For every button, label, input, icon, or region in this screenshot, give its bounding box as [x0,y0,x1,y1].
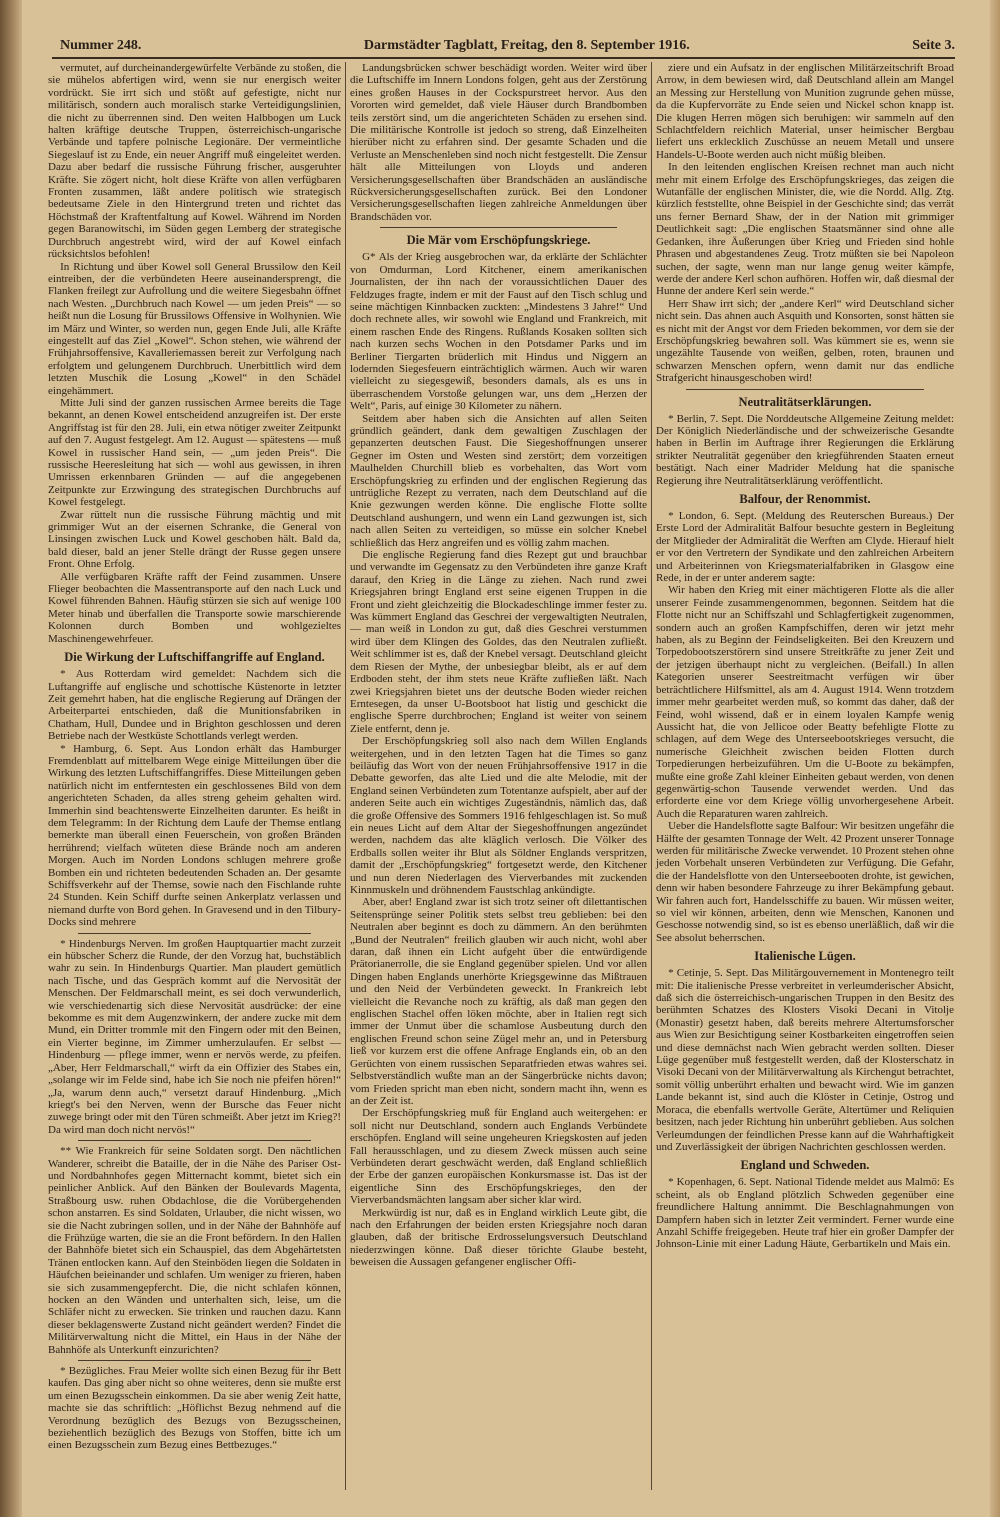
article-paragraph: Ueber die Handelsflotte sagte Balfour: Wir besitzen ungefähr die Hälfte der gesamten Tonnage der Welt. 42 Prozent unserer Tonnage werden für militärische Zwecke verwendet. 10 Prozent stehen ohne jeden Vorbehalt unseren Verbündeten zur Verfügung. Die Gefahr, die der Handelsflotte von den Unterseebooten drohte, ist gewichen, denn wir haben besondere Fahrzeuge zu ihrer Bekämpfung gebaut. Wir fahren auch fort, Handelsschiffe zu bauen. Wir müssen weiter, so viel wir können, arbeiten, denn wie Menschen, Kanonen und Geschosse notwendig sind, so ist es ebenso unerläßlich, daß wir die See absolut beherrschen. [656,820,954,944]
article-paragraph: Die englische Regierung fand dies Rezept gut und brauchbar und verwandte im Gegensatz zu den Verbündeten ihre ganze Kraft darauf, den Krieg in die Länge zu ziehen. Nach rund zwei Kriegsjahren bringt England erst seine eigenen Truppen in die Front und zieht gleichzeitig die Blockadeschlinge immer fester zu. Was kümmert England das Geschrei der vergewaltigten Neutralen, — man weiß in London zu gut, daß dies Geschrei verstummen wird über dem Klingen des Goldes, das den Neutralen zufließt. Weit schlimmer ist es, daß der Knebel versagt. Deutschland gleicht dem Riesen der Mythe, der unbesiegbar bleibt, als er auf dem Erdboden steht, der ihm stets neue Kräfte zufließen läßt. Nach zwei Kriegsjahren bietet uns der deutsche Boden wieder reichen Erntesegen, da unser U-Bootsboot hat listig und geschickt die englische Sperre durchbrochen; England ist weiter von seinem Ziele entfernt, denn je. [350,549,647,735]
article-paragraph: Der Erschöpfungskrieg muß für England auch weitergehen: er soll nicht nur Deutschland, sondern auch Englands Verbündete erschöpfen. England will seine ungeheuren Kriegskosten auf jeden Fall herausschlagen, und zu diesem Zweck müssen auch seine Verbündeten derart geschwächt werden, daß England schließlich der Erbe der ganzen europäischen Konkursmasse ist. Das ist der eigentliche Sinn des Erschöpfungskrieges, den der Vierverbandsmächten langsam aber sicher klar wird. [350,1107,647,1207]
article-paragraph: ziere und ein Aufsatz in der englischen Militärzeitschrift Broad Arrow, in dem bewiesen wird, daß Deutschland allein am Mangel an Messing zur Herstellung von Munition zugrunde gehen müsse, da die Kupfervorräte zu Ende seien und Nickel schon knapp ist. Die klugen Herren mögen sich beruhigen: wir sammeln auf den Schlachtfeldern reichlich Material, unser heimischer Bergbau liefert uns erklecklich Zuschüsse an neuem Metall und unsere Handels-U-Boote werden auch nicht müßig bleiben. [656,62,954,161]
article-heading: Die Wirkung der Luftschiffangriffe auf England. [64,650,325,665]
article-paragraph: In Richtung und über Kowel soll General Brussilow den Keil eintreiben, der die verbündeten Heere auseinandersprengt, die Flanken freilegt zur Aufrollung und die weitere Siegesbahn öffnet nach Westen. „Durchbruch nach Kowel — um jeden Preis“ — so heißt nun die Losung für Brussilows Offensive in Wolhynien. Wie im März und Winter, so werden nun, gegen Ende Juli, alle Kräfte eingestellt auf das Ziel „Kowel“. Schon stehen, wie während der Frühjahrsoffensive, Kavalleriemassen bereit zur Verfolgung nach erfolgtem und gelungenem Durchbruch. Unerbittlich wird dem letzten Muschik die Losung „Kowel“ in den Schädel eingehämmert. [48,260,341,397]
column-2 [350,62,647,1269]
newspaper-title-date: Darmstädter Tagblatt, Freitag, den 8. September 1916. [363,38,690,53]
article-paragraph: * Kopenhagen, 6. Sept. National Tidende meldet aus Malmö: Es scheint, als ob England plötzlich Schweden gegenüber eine freundlichere Haltung annimmt. Die Beschlagnahmungen von Dampfern haben sich in letzter Zeit vermindert. Ferner wurde eine Anzahl Schiffe freigegeben. Heute traf hier ein großer Dampfer der Johnson-Linie mit einer Ladung Häute, Gerbartikeln und Mais ein. [656,1176,954,1251]
article-divider [78,933,311,934]
page-edge-right [990,0,1000,1517]
page-edge-shadow [0,0,22,1517]
article-paragraph: * Hamburg, 6. Sept. Aus London erhält das Hamburger Fremdenblatt auf mittelbarem Wege einige Mitteilungen über die Wirkung des letzten Luftschiffangriffes. Diese Mitteilungen geben natürlich nicht im entferntesten ein geschlossenes Bild von dem angerichteten Schaden, da alles streng geheim gehalten wird. Immerhin sind beachtenswerte Einzelheiten darunter. Es heißt in dem Telegramm: In der Richtung dem Laufe der Themse entlang bemerkte man überall einen Feuerschein, von großen Bränden herrührend; vielfach wüteten diese Brände noch am anderen Morgen. Auch im Norden Londons schlugen mehrere große Bomben ein und richteten bedeutenden Schaden an. Der gesamte Schiffsverkehr auf der Themse, sowie nach den Fischlande ruhte 24 Stunden. Kein Schiff durfte seinen Ankerplatz verlassen und niemand durfte von Bord gehen. In Gravesend und in den Tilbury-Docks sind mehrere [48,742,341,929]
article-paragraph: Alle verfügbaren Kräfte rafft der Feind zusammen. Unsere Flieger beobachten die Massentransporte auf den nach Luck und Kowel führenden Bahnen. Häufig stürzen sie sich auf wenige 100 Meter hinab und überfallen die Transporte sowie marschierende Kolonnen durch Bomben und wohlgezieltes Maschinengewehrfeuer. [48,570,341,645]
article-paragraph: * London, 6. Sept. (Meldung des Reuterschen Bureaus.) Der Erste Lord der Admiralität Balfour besuchte gestern in Begleitung der Mitglieder der Admiralität die Werften am Clyde. Hierauf hielt er vor den Vertretern der Syndikate und den zahlreichen Arbeitern und Arbeiterinnen von Kriegsmaterialfabriken in Glasgow eine Rede, in der er unter anderem sagte: [656,510,954,585]
article-paragraph: Wir haben den Krieg mit einer mächtigeren Flotte als die aller unserer Feinde zusammengenommen, begonnen. Seitdem hat die Flotte nicht nur an Schiffszahl und Schlagfertigkeit zugenommen, sondern auch an großen Kampfschiffen, deren wir jetzt mehr haben, als zu Beginn der Feindseligkeiten. Bei den Kreuzern und Torpedobootszerstörern sind unsere Streitkräfte zu jener Zeit und der jetzigen überhaupt nicht zu vergleichen. (Beifall.) In allen Kategorien unserer Seestreitmacht verfügen wir über beträchtlichere Hilfsmittel, als am 4. August 1914. Wenn trotzdem immer mehr gearbeitet werden muß, so kommt das daher, daß der Feind, wohl wissend, daß er in einem loyalen Kampfe wenig Aussicht hat, die von Jellicoe oder Beatty befehligte Flotte zu schlagen, auf dem Wege des Unterseebootskrieges versucht, die numerische Gleichheit zwischen beiden Flotten durch Torpedierungen herbeizuführen. Um die U-Boote zu bekämpfen, mußte eine große Zahl kleiner Einheiten gebaut werden, von denen gegenwärtig-schon Tausende verwendet werden. Und das erforderte eine vor dem Kriege völlig unvorhergesehene Arbeit. Auch die Reparaturen waren zahlreich. [656,584,954,820]
masthead [60,38,955,54]
article-divider [78,1360,311,1361]
article-paragraph: * Bezügliches. Frau Meier wollte sich einen Bezug für ihr Bett kaufen. Das ging aber nicht so ohne weiteres, denn sie mußte erst um einen Bezugsschein einkommen. Da sie aber wenig Zeit hatte, machte sie das schriftlich: „Höflichst Bezug nehmend auf die Verordnung bezüglich des Bezugs von Bezugsscheinen, beziehentlich bezüglich des Bezugs von Stoffen, bitte ich um einen Bezugsschein zum Bezug eines Bettbezuges.“ [48,1365,341,1452]
article-paragraph: Herr Shaw irrt sich; der „andere Kerl“ wird Deutschland sicher nicht sein. Das ahnen auch Asquith und Konsorten, sonst hätten sie es nicht mit der Angst vor dem Frieden bekommen, vor dem sie der Erschöpfungskrieg bewahren soll. Was kümmert sie es, wenn sie ungezählte Tausende von weißen, gelben, roten, braunen und schwarzen Menschen opfern, wenn damit nur das endliche Strafgericht hinausgeschoben wird! [656,297,954,385]
article-paragraph: Aber, aber! England zwar ist sich trotz seiner oft dilettantischen Seitensprünge seiner Politik stets selbst treu geblieben: bei den Neutralen aber beginnt es doch zu dämmern. An den berühmten „Bund der Neutralen“ freilich glauben wir auch nicht, wohl aber daran, daß ihnen ein Licht aufgeht über die entwürdigende Prätorianerrolle, die sie England gegenüber spielen. Und vor allen Dingen haben Englands unerhörte Kriegsgewinne das Mißtrauen und den Neid der Verbündeten geweckt. In Frankreich lebt vielleicht die Revanche noch zu kräftig, als daß man gegen den englischen Stachel offen löken möchte, aber in Italien regt sich immer der Unmut über die schamlose Ausbeutung durch den englischen Freund schon seine Zügel mehr an, und in Petersburg ließ vor kurzem erst die offene Anfrage Englands ein, ob an den Gerüchten von einem russischen Separatfrieden etwas wahres sei. Selbstverständlich wußte man an der Sängerbrücke nichts davon; vom Frieden spricht man eben nicht, sondern macht ihn, wenn es an der Zeit ist. [350,896,647,1107]
column-1 [48,62,341,1452]
article-paragraph: In den leitenden englischen Kreisen rechnet man auch nicht mehr mit einem Erfolge des Erschöpfungskrieges, das zeigen die Wutanfälle der englischen Minister, die, wie die Nordd. Allg. Ztg. kürzlich feststellte, ohne Beispiel in der Geschichte sind; das verrät uns ferner Bernard Shaw, der in der Nation mit grimmiger Deutlichkeit sagt: „Die englischen Staatsmänner sind ohne alle Gedanken, ihre Äußerungen über Krieg und Frieden sind hohle Phrasen und abgestandenes Zeug. Trotz müßten sie bei Napoleon suchen, der sagte, wenn man nur lange genug weiter kämpfe, werde der andere Kerl schon aufhören. Hoffen wir, daß diesmal der Hunne der andere Kerl sein werde.“ [656,161,954,298]
article-paragraph: vermutet, auf durcheinandergewürfelte Verbände zu stoßen, die sie mühelos abfertigen wird, wenn sie nur energisch weiter vordrückt. Sie irrt sich und stößt auf gefestigte, nicht nur militärisch, sondern auch moralisch starke Verteidigungslinien, die nicht zu überrennen sind. Den weiten Halbbogen um Luck halten kräftige deutsche Truppen, österreichisch-ungarische Verbände und tapfere polnische Legionäre. Der vermeintliche Siegeslauf ist zu Ende, ein neuer Angriff muß eingeleitet werden. Dazu aber bedarf die russische Führung frischer, ausgeruhter Kräfte. Sie zögert nicht, holt diese Kräfte von allen verfügbaren Fronten zusammen, läßt andere politisch wie strategisch bedeutsame Ziele in den Hintergrund treten und richtet das Höchstmaß der Kraftentfaltung auf Kowel. Während im Norden gegen Baranowitschi, im Süden gegen Lemberg der strategische Durchbruch angestrebt wird, wird der auf Kowel einfach rücksichtslos befohlen! [48,62,341,261]
column-divider [345,62,346,1490]
article-heading: Italienische Lügen. [754,949,856,964]
article-paragraph: Der Erschöpfungskrieg soll also nach dem Willen Englands weitergehen, und in den letzten Tagen hat die Times so ganz beiläufig das Wort von der neuen Frühjahrsoffensive 1917 in die Debatte geworfen, das alte Lied und die alte Melodie, mit der England seinen Verbündeten zum Totentanze aufspielt, aber auf der anderen Seite auch ein wichtiges Zugeständnis, nämlich das, daß die große Offensive des Sommers 1916 fehlgeschlagen ist. So muß ein neues Licht auf dem Altar der Siegeshoffnungen angezündet werden, nachdem das alte kläglich verlosch. Die Völker des Erdballs sollen weiter ihr Blut als Söldner Englands verspritzen, damit der „Erschöpfungskrieg“ fortgesetzt werde, den Kitchener und nun deren Niederlagen des Vierverbandes mit zuckenden Kinnmuskeln und dröhnendem Faustschlag ankündigte. [350,735,647,896]
article-paragraph: Seitdem aber haben sich die Ansichten auf allen Seiten gründlich geändert, dank dem gewaltigen Zuschlagen der gepanzerten deutschen Faust. Die Siegeshoffnungen unserer Gegner im Osten und Westen sind zerstört; dem vorzeitigen Maulhelden Churchill blieb es vorbehalten, das Wort vom Erschöpfungskrieg zu erfinden und der englischen Regierung das untrügliche Rezept zu verraten, nach dem Deutschland auf die Knie gezwungen werden könne. Die englische Flotte sollte Deutschland aushungern, und wenn ein Land gezwungen ist, sich nach allen Seiten zu verteidigen, so müsse ein solcher Knebel schließlich das Herz angreifen und es völlig zahm machen. [350,412,647,549]
issue-number: Nummer 248. [60,38,142,53]
article-paragraph: * Aus Rotterdam wird gemeldet: Nachdem sich die Luftangriffe auf englische und schottische Küstenorte in letzter Zeit gemehrt haben, hat die englische Regierung auf Drängen der Arbeiterpartei entschieden, daß die Munitionsfabriken in Chatham, Hull, Dundee und in Brighton geschlossen und deren Betriebe nach der Westküste Schottlands verlegt werden. [48,668,341,743]
article-paragraph: * Berlin, 7. Sept. Die Norddeutsche Allgemeine Zeitung meldet: Der Königlich Niederländische und der schweizerische Gesandte haben in Berlin im Auftrage ihrer Regierungen die Erklärung strikter Neutralität gegenüber den kriegführenden Staaten erneut bestätigt. Nach einer Madrider Meldung hat die spanische Regierung ihre Neutralitätserklärung veröffentlicht. [656,412,954,487]
header-rule [52,57,955,59]
column-divider [651,62,652,1490]
column-3 [656,62,954,1251]
article-heading: Die Mär vom Erschöpfungskriege. [406,233,591,248]
article-divider [686,389,924,390]
article-paragraph: Zwar rüttelt nun die russische Führung mächtig und mit grimmiger Wut an der eisernen Schranke, die General von Linsingen zwischen Luck und Kowel geschoben hält. Bald da, bald dieser, bald an jener Stelle drängt der Russe gegen unsere Front. Ohne Erfolg. [48,508,341,571]
article-paragraph: * Cetinje, 5. Sept. Das Militärgouvernement in Montenegro teilt mit: Die italienische Presse verbreitet in verleumderischer Absicht, daß sich die österreichisch-ungarischen Truppen in den Besitz des berühmten Schatzes des Klosters Visoki Decani in Vitolje (Monastir) gesetzt haben, daß bereits mehrere Altertumsforscher aus Wien zur Besichtigung seiner Kostbarkeiten eingetroffen seien und diese demnächst nach Wien gebracht werden sollten. Dieser Lüge gegenüber muß festgestellt werden, daß der Klosterschatz in Visoki Decani von der Militärverwaltung als Kirchengut betrachtet, somit völlig unberührt erhalten und bewacht wird. Wie im ganzen Lande bekannt ist, sind auch die Klöster in Cetinje, Ostrog und Moraca, die ebenfalls wertvolle Geräte, Altertümer und Reliquien besitzen, nach jeder Richtung hin unberührt geblieben. Aus solchen Verleumdungen der feindlichen Presse kann auf die Wahrhaftigkeit und Zuverlässigkeit der übrigen Nachrichten geschlossen werden. [656,967,954,1153]
page-number: Seite 3. [912,38,955,53]
article-heading: Balfour, der Renommist. [739,492,871,506]
article-divider [78,1140,311,1141]
article-paragraph: ** Wie Frankreich für seine Soldaten sorgt. Den nächtlichen Wanderer, schreibt die Bataille, der in die Nähe des Pariser Ost- und Nordbahnhofes gegen Mitternacht kommt, bietet sich ein peinlicher Anblick. Auf den Bänken der Boulevards Magenta, Straßbourg usw. ruhen Obdachlose, die die Vorübergehenden schon anstarren. Es sind Soldaten, Urlauber, die nicht wissen, wo sie die Nacht zubringen sollen, und in der Nähe der Bahnhöfe auf die Frühzüge warten, die sie an die Front befördern. In den Hallen der Bahnhöfe bietet sich ein Schauspiel, das dem Abgehärtetsten Tränen entlocken kann. Auf den Steinböden liegen die Soldaten in Häufchen beieinander und schlafen. Um weniger zu frieren, haben sie sich zusammengepfercht. Die, die nicht schlafen können, hocken an den Wänden und unterhalten sich, leise, um die Schläfer nicht zu erwecken. Sie trinken und rauchen dazu. Kann dieser beklagenswerte Zustand nicht geändert werden? Findet die Militärverwaltung nicht die Mittel, ein Haus in der Nähe der Bahnhöfe als Unterkunft einzurichten? [48,1145,341,1356]
article-paragraph: * Hindenburgs Nerven. Im großen Hauptquartier macht zurzeit ein hübscher Scherz die Runde, der den Vorzug hat, buchstäblich wahr zu sein. In Hindenburgs Quartier. Man plaudert gemütlich nach Tische, und das Gespräch kommt auf die Nervosität der Menschen. Der Feldmarschall meint, es sei doch verwunderlich, wie verschiedenartig sich diese Nervosität ausdrücke: der eine bekomme es mit dem Augenzwinkern, der andere zucke mit dem Mund, ein Dritter trommle mit den Fingern oder mit den Beinen, ein Vierter beginne, im Zimmer umherzulaufen. Er selbst — Hindenburg — pflege immer, wenn er nervös werde, zu pfeifen. „Aber, Herr Feldmarschall,“ wirft da ein Offizier des Stabes ein, „solange wir im Felde sind, habe ich Sie noch nie pfeifen hören!“ „Ja, warum denn auch,“ versetzt darauf Hindenburg. „Mich kriegt's bei den Nerven, wenn der Bursche das Feuer nicht zuwege bringt oder mit den Türen schmeißt. Aber jetzt im Krieg?! Da wird man doch nicht nervös!“ [48,937,341,1136]
article-paragraph: Landungsbrücken schwer beschädigt worden. Weiter wird über die Luftschiffe im Innern Londons folgen, geht aus der Zerstörung eines großen Hauses in der Cockspurstreet hervor. Aus den Vororten wird gemeldet, daß viele Häuser durch Brandbomben teils zerstört sind, um die angerichteten Schäden zu ersehen sind. Die militärische Kontrolle ist jedoch so streng, daß Einzelheiten hierüber nicht zu erfahren sind. Der gesamte Schaden und die Verluste an Menschenleben sind noch nicht festgestellt. Die Zensur hält alle Mitteilungen von Lloyds und anderen Versicherungsgesellschaften über Brandschäden an ausländische Rückversicherungsgesellschaften zurück. Bei den Londoner Versicherungsgesellschaften liegen zahlreiche Anmeldungen über Brandschäden vor. [350,62,647,223]
article-divider [380,227,617,228]
article-heading: England und Schweden. [740,1158,870,1173]
article-heading: Neutralitätserklärungen. [738,394,872,409]
article-paragraph: Merkwürdig ist nur, daß es in England wirklich Leute gibt, die nach den Erfahrungen der beiden ersten Kriegsjahre noch daran glauben, daß der britische Erdrosselungsversuch Deutschland niederzwingen könne. Daß dieser törichte Glaube besteht, beweisen die Aussagen gefangener englischer Offi- [350,1206,647,1269]
article-paragraph: G* Als der Krieg ausgebrochen war, da erklärte der Schlächter von Omdurman, Lord Kitchener, einem amerikanischen Journalisten, der ihn nach der voraussichtlichen Dauer des Feldzuges fragte, indem er mit der Faust auf den Tisch schlug und seine mächtigen Kinnbacken zuckten: „Mindestens 3 Jahre!“ Und doch rechnete alles, wir sowohl wie England und Frankreich, mit einem raschen Ende des Ringens. Rußlands Kosaken sollten sich nach kurzen sechs Wochen in den Potsdamer Parks und im Berliner Tiergarten brüderlich mit Hindus und Niggern an lodernden Siegesfeuern einträchtiglich wärmen. Auch wir waren vielleicht zu siegesgewiß, besonders damals, als es uns in überraschendem Vorstoße gelungen war, uns dem „Herzen der Welt“, Paris, auf einige 30 Kilometer zu nähern. [350,251,647,413]
article-paragraph: Mitte Juli sind der ganzen russischen Armee bereits die Tage bekannt, an denen Kowel entscheidend anzugreifen ist. Der erste Angriffstag ist für den 28. Juli, ein etwa nötiger zweiter Zeitpunkt auf den 7. August festgelegt. Am 12. August — spätestens — muß Kowel in russischer Hand sein, — „um jeden Preis“. Die russische Heeresleitung hat sich — wohl aus gewissen, in ihren Umrissen erkennbaren Gründen — auf die angegebenen Zeitpunkte zur Erzwingung des strategischen Durchbruchs auf Kowel festgelegt. [48,396,341,509]
